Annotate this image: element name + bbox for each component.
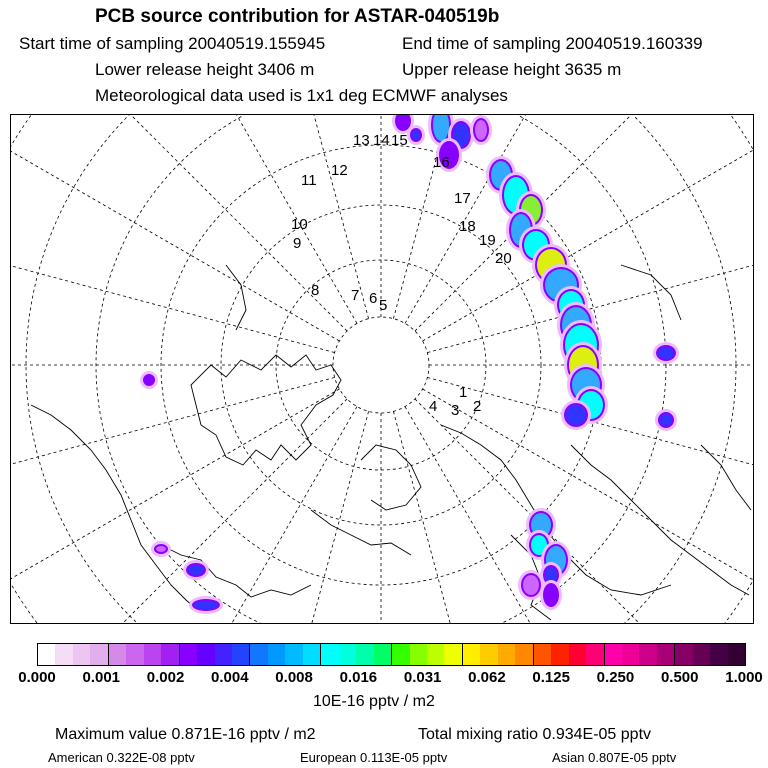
plume-core [566,405,586,425]
colorbar-cell [303,644,321,665]
colorbar-tick-label: 0.125 [532,669,570,686]
colorbar-cell [675,644,692,665]
plume-core [660,414,672,426]
trajectory-label: 17 [454,190,471,207]
colorbar-tick-label: 0.008 [275,669,313,686]
max-value-text: Maximum value 0.871E-16 pptv / m2 [55,726,316,743]
meridian-line [11,377,335,546]
colorbar-cell [586,644,604,665]
colorbar-cell [180,644,197,665]
colorbar-cell [622,644,639,665]
trajectory-label: 20 [495,250,512,267]
colorbar-cell [232,644,250,665]
meridian-line [200,411,369,623]
colorbar-cell [268,644,285,665]
colorbar-unit: 10E-16 pptv / m2 [313,693,435,710]
colorbar-cell [144,644,161,665]
trajectory-label: 9 [293,235,302,252]
lower-height-text: Lower release height 3406 m [95,60,315,79]
trajectory-label: 19 [479,232,496,249]
colorbar-cell [215,644,232,665]
colorbar-cell [569,644,586,665]
colorbar [37,643,746,666]
colorbar-cell [285,644,302,665]
end-time-text: End time of sampling 20040519.160339 [402,34,703,53]
plume-core [194,601,218,609]
colorbar-cell [161,644,179,665]
meridian-line [200,115,369,319]
colorbar-cell [427,644,444,665]
plot-title: PCB source contribution for ASTAR-040519b [95,6,500,27]
trajectory-label: 10 [291,216,308,233]
asian-contribution: Asian 0.807E-05 pptv [552,750,677,765]
met-data-text: Meteorological data used is 1x1 deg ECMWF analyses [95,86,508,105]
total-mixing-text: Total mixing ratio 0.934E-05 pptv [418,726,652,743]
colorbar-cell [728,644,745,665]
colorbar-cell [73,644,90,665]
colorbar-cell [197,644,214,665]
trajectory-label: 12 [331,162,348,179]
lat-lon-grid [11,115,753,623]
colorbar-cell [639,644,656,665]
colorbar-cell [515,644,533,665]
colorbar-cell [356,644,373,665]
plume-core [145,376,153,384]
colorbar-tick-label: 0.001 [82,669,121,686]
trajectory-label: 18 [459,218,476,235]
colorbar-cell [605,644,622,665]
colorbar-tick-label: 0.500 [660,669,699,686]
plume-core [156,546,166,552]
colorbar-cell [534,644,551,665]
colorbar-cell [551,644,568,665]
trajectory-label: 13 [353,132,370,149]
upper-height-text: Upper release height 3635 m [402,60,622,79]
trajectory-label: 11 [301,172,317,189]
colorbar-cell [126,644,143,665]
colorbar-cell [463,644,480,665]
colorbar-cell [710,644,727,665]
trajectory-label: 3 [451,402,460,419]
colorbar-tick-label: 0.004 [211,669,249,686]
colorbar-cell [657,644,675,665]
trajectory-labels [291,132,512,419]
trajectory-label: 7 [351,287,360,304]
trajectory-label: 16 [433,154,450,171]
colorbar-tick-label: 0.002 [146,669,185,686]
colorbar-cell [109,644,126,665]
colorbar-cell [339,644,356,665]
colorbar-cell [392,644,409,665]
colorbar-cell [498,644,515,665]
trajectory-label: 15 [391,132,408,149]
trajectory-label: 5 [379,297,388,314]
colorbar-cell [444,644,462,665]
european-contribution: European 0.113E-05 pptv [300,750,448,765]
plume-core [658,347,674,359]
trajectory-label: 6 [369,290,378,307]
colorbar-cell [374,644,392,665]
colorbar-cell [693,644,710,665]
map-canvas [11,115,753,623]
polar-map [10,114,754,624]
colorbar-cell [90,644,108,665]
american-contribution: American 0.322E-08 pptv [48,750,195,765]
colorbar-tick-label: 0.031 [403,669,442,686]
colorbar-cell [410,644,427,665]
trajectory-label: 8 [311,282,320,299]
colorbar-cell [55,644,72,665]
meridian-line [405,407,731,623]
pcb-plume [140,115,679,614]
plume-core [545,585,557,605]
trajectory-label: 14 [373,132,390,149]
colorbar-tick-label: 0.016 [339,669,378,686]
latitude-circle [333,317,429,413]
meridian-line [11,389,339,623]
trajectory-label: 4 [429,398,438,415]
colorbar-tick-label: 0.062 [468,669,506,686]
colorbar-tick-label: 0.000 [18,669,56,686]
plume-core [475,120,487,140]
plume-core [188,565,204,575]
colorbar-cell [480,644,497,665]
colorbar-cell [38,644,55,665]
plume-core [523,575,539,595]
colorbar-tick-label: 1.000 [725,669,763,686]
colorbar-cell [250,644,267,665]
meridian-line [11,184,335,353]
start-time-text: Start time of sampling 20040519.155945 [19,34,326,53]
trajectory-label: 2 [473,398,482,415]
latitude-circle [11,115,753,623]
colorbar-cell [321,644,338,665]
trajectory-label: 1 [459,384,468,401]
plume-core [412,130,420,140]
colorbar-tick-label: 0.250 [596,669,635,686]
